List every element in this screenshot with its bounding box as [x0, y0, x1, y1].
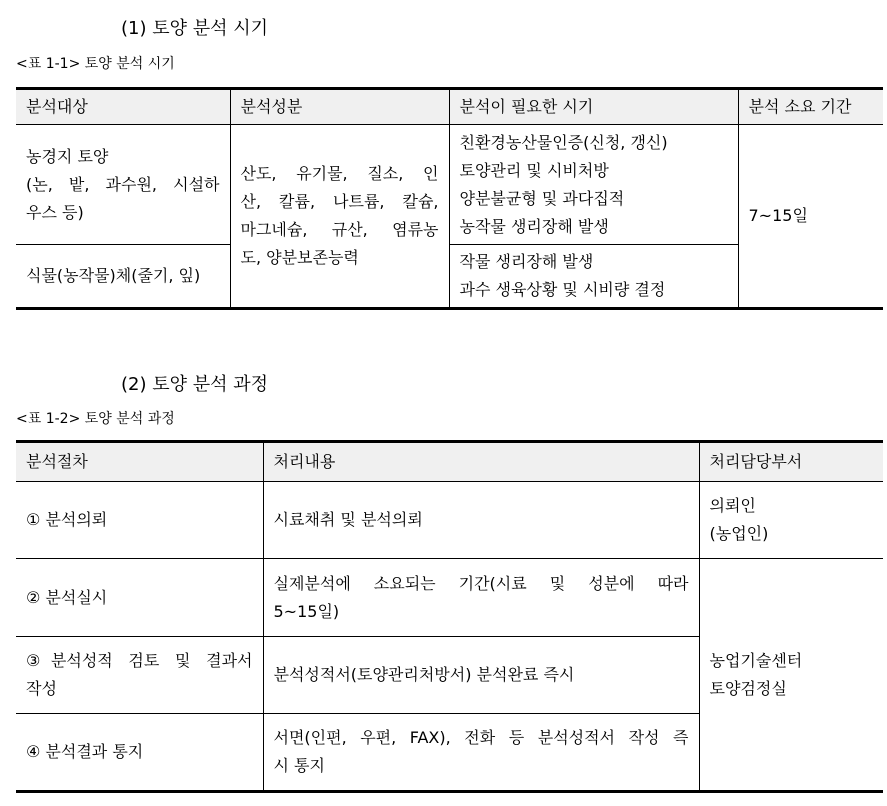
dept-cell: 의뢰인 (농업인)	[709, 496, 769, 543]
components-cell: 산도, 유기물, 질소, 인 산, 칼륨, 나트륨, 칼슘, 마그네슘, 규산, 염류농 도, 양분보존능력	[230, 125, 449, 309]
step-cell: ③분석성적 검토 및 결과서 작성	[16, 637, 263, 714]
col-header-dept: 처리담당부서	[709, 452, 803, 471]
col-header-step: 분석절차	[16, 442, 263, 482]
content-cell: 시료채취 및 분석의뢰	[263, 482, 699, 559]
table1-caption: <표 1-1> 토양 분석 시기	[16, 56, 175, 72]
section2-heading: (2) 토양 분석 과정	[121, 374, 268, 395]
table-row	[16, 559, 883, 637]
col-header-duration: 분석 소요 기간	[748, 97, 852, 116]
section1-heading: (1) 토양 분석 시기	[121, 18, 268, 39]
table-header-row	[16, 89, 883, 125]
col-header-content: 처리내용	[263, 442, 699, 482]
col-header-components: 분석성분	[230, 89, 449, 125]
table-row	[16, 482, 883, 559]
content-cell: 실제분석에 소요되는 기간(시료 및 성분에 따라 5~15일)	[263, 559, 699, 637]
col-header-timing: 분석이 필요한 시기	[449, 89, 738, 125]
step-cell: ④ 분석결과 통지	[16, 714, 263, 792]
table-header-row	[16, 442, 883, 482]
row1-target-cell: 농경지 토양 (논, 밭, 과수원, 시설하 우스 등)	[16, 125, 230, 245]
content-cell: 분석성적서(토양관리처방서) 분석완료 즉시	[263, 637, 699, 714]
step-cell: ② 분석실시	[16, 559, 263, 637]
step-cell: ① 분석의뢰	[16, 482, 263, 559]
soil-analysis-process-table	[16, 440, 883, 793]
shared-dept-cell: 농업기술센터 토양검정실	[699, 559, 883, 792]
table2-caption: <표 1-2> 토양 분석 과정	[16, 411, 175, 427]
row2-target-cell: 식물(농작물)체(줄기, 잎)	[16, 245, 230, 309]
duration-cell: 7~15일	[748, 206, 808, 225]
table-row	[16, 125, 883, 245]
soil-analysis-timing-table	[16, 87, 883, 310]
col-header-target: 분석대상	[16, 89, 230, 125]
row1-timing-cell: 친환경농산물인증(신청, 갱신) 토양관리 및 시비처방 양분불균형 및 과다집적 농작물 생리장해 발생	[449, 125, 738, 245]
content-cell: 서면(인편, 우편, FAX), 전화 등 분석성적서 작성 즉 시 통지	[263, 714, 699, 792]
row2-timing-cell: 작물 생리장해 발생 과수 생육상황 및 시비량 결정	[449, 245, 738, 309]
